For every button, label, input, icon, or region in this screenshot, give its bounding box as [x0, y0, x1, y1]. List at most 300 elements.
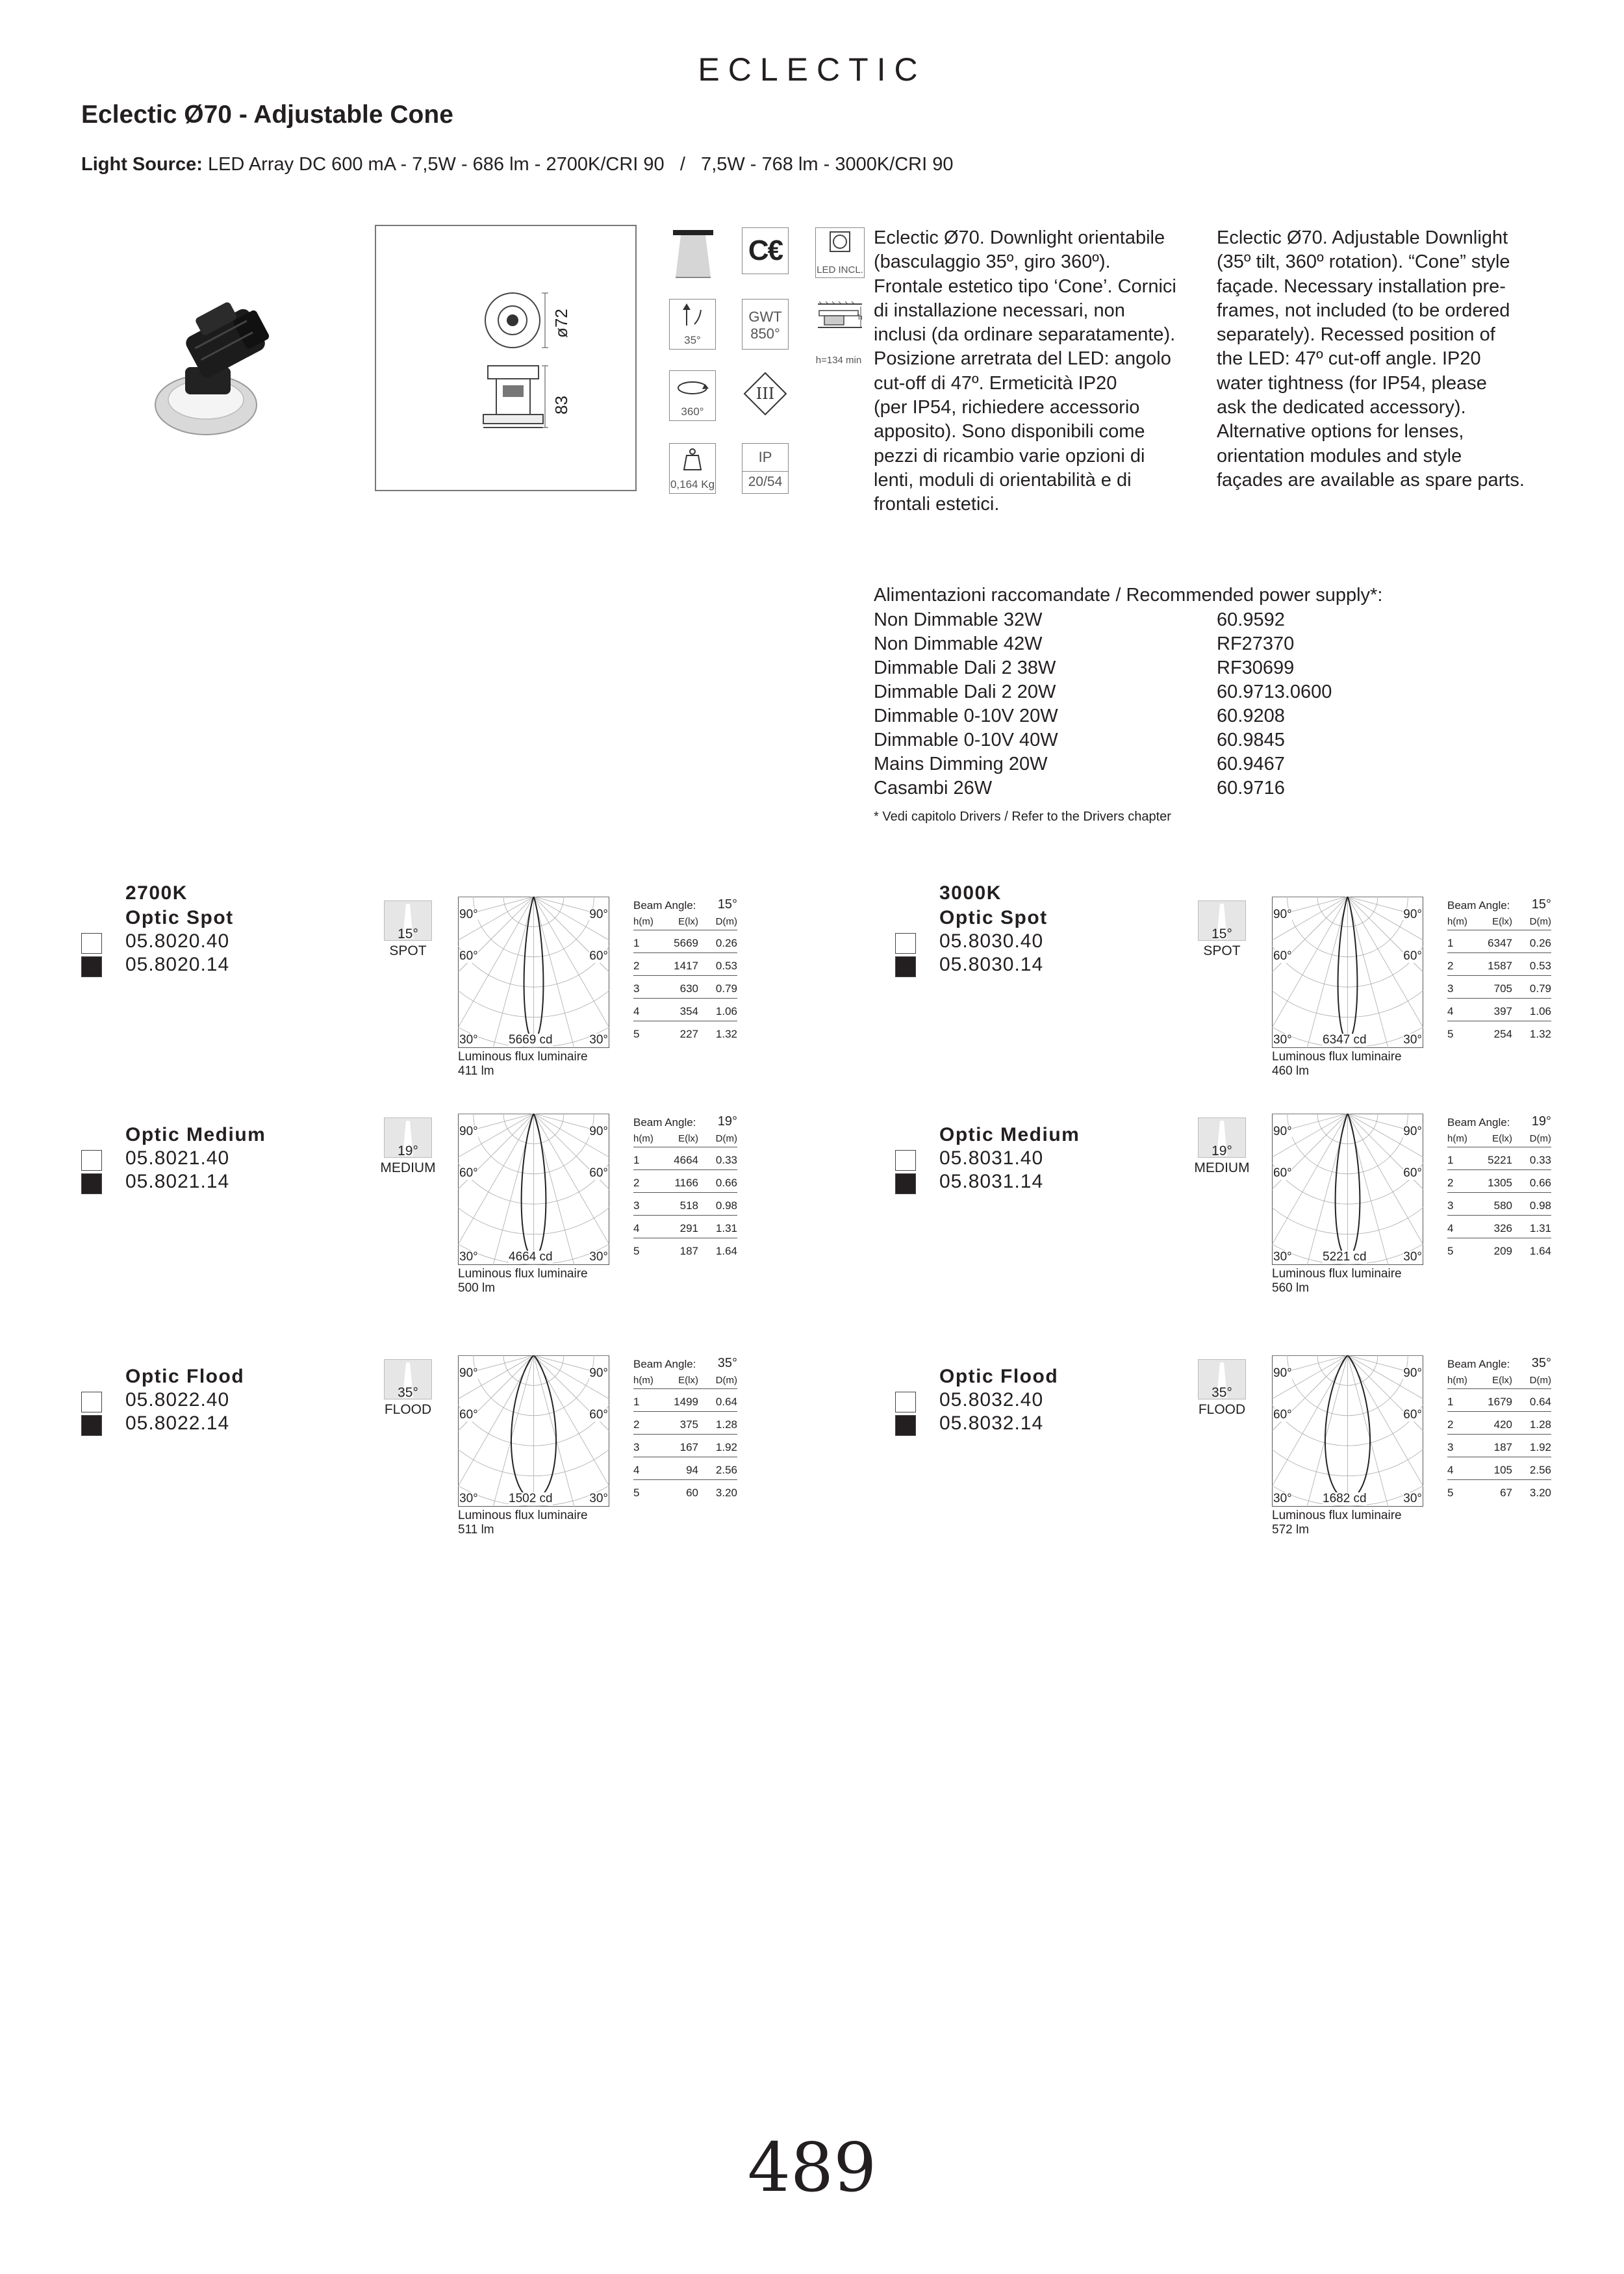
- light-source-label: Light Source:: [81, 154, 203, 175]
- table-row: [633, 1434, 737, 1457]
- light-source-value: LED Array DC 600 mA - 7,5W - 686 lm - 2700K/CRI 90 / 7,5W - 768 lm - 3000K/CRI 90: [202, 154, 954, 175]
- label-60-right: 60°: [1403, 949, 1422, 963]
- optic-title: Optic Medium: [939, 1124, 1080, 1145]
- cell-e: 1587: [1488, 960, 1512, 972]
- code-white: 05.8031.40: [939, 1147, 1044, 1169]
- label-60-right: 60°: [1403, 1166, 1422, 1180]
- col-h: h(m): [1447, 1133, 1467, 1144]
- optic-section: [81, 1356, 887, 1587]
- col-e: E(lx): [678, 1375, 698, 1386]
- cell-d: 3.20: [715, 1487, 737, 1499]
- label-90-left: 90°: [459, 908, 478, 921]
- cell-h: 2: [1447, 960, 1454, 972]
- finish-white-swatch: [81, 1392, 102, 1412]
- label-60-left: 60°: [1273, 1166, 1292, 1180]
- beam-angle-value: 15°: [717, 897, 737, 912]
- table-row: [1447, 1479, 1551, 1502]
- polar-grid: [1272, 1355, 1423, 1507]
- cell-d: 1.31: [715, 1222, 737, 1234]
- polar-diagram: [1272, 1114, 1423, 1265]
- svg-text:h: h: [858, 313, 863, 322]
- label-90-right: 90°: [1403, 1366, 1422, 1380]
- label-90-left: 90°: [459, 1125, 478, 1138]
- beam-angle-title: Beam Angle:: [633, 1358, 696, 1370]
- description-english: Eclectic Ø70. Adjustable Downlight (35º tilt, 360º rotation). “Cone” style façade. Necessary installation pre- frames, not included (to be ordered separately). Recessed position of the LED: 47º cut-off angle. IP20 water tightness (for IP54, please ask the dedicated accessory). Alternative options for lenses, orientation modules and style façades are available as spare parts.: [1217, 227, 1525, 491]
- cell-d: 0.64: [715, 1396, 737, 1408]
- label-60-right: 60°: [589, 1408, 608, 1422]
- col-e: E(lx): [678, 916, 698, 927]
- power-supply-row: [874, 609, 1285, 631]
- finish-black-swatch: [81, 1415, 102, 1436]
- cell-d: 1.06: [715, 1005, 737, 1017]
- col-h: h(m): [1447, 1375, 1467, 1386]
- cell-e: 326: [1493, 1222, 1512, 1234]
- table-header-row: [1447, 1124, 1551, 1147]
- cell-h: 4: [1447, 1005, 1454, 1017]
- cell-e: 4664: [674, 1154, 698, 1166]
- cell-e: 67: [1500, 1487, 1512, 1499]
- label-30-right: 30°: [1403, 1250, 1422, 1264]
- class-iii-value: III: [755, 385, 775, 403]
- polar-diagram: [1272, 1355, 1423, 1507]
- cell-d: 0.33: [715, 1154, 737, 1166]
- col-h: h(m): [633, 1133, 653, 1144]
- led-included-icon: [815, 227, 865, 278]
- cell-h: 1: [1447, 1396, 1454, 1408]
- beam-angle-label: 35°: [398, 1385, 418, 1400]
- polar-grid: [458, 897, 609, 1048]
- gwt-value: 850°: [750, 326, 780, 342]
- flux-value: 572 lm: [1272, 1523, 1310, 1537]
- cell-d: 0.66: [1529, 1177, 1551, 1189]
- beam-angle-title: Beam Angle:: [1447, 1358, 1510, 1370]
- table-row: [1447, 1457, 1551, 1480]
- beam-angle-title: Beam Angle:: [1447, 899, 1510, 912]
- code-white: 05.8022.40: [125, 1389, 230, 1411]
- cell-h: 4: [1447, 1464, 1454, 1476]
- table-row: [633, 1215, 737, 1238]
- cell-h: 3: [1447, 1199, 1454, 1212]
- cell-d: 0.26: [715, 937, 737, 949]
- cell-e: 397: [1493, 1005, 1512, 1017]
- cell-h: 2: [633, 960, 640, 972]
- label-90-left: 90°: [1273, 1366, 1292, 1380]
- polar-grid: [458, 1114, 609, 1265]
- cell-d: 0.79: [1529, 982, 1551, 995]
- table-row: [633, 1479, 737, 1502]
- cell-h: 2: [633, 1177, 640, 1189]
- optic-section: [895, 1356, 1624, 1587]
- power-supply-code: 60.9716: [1217, 778, 1285, 798]
- tilt-icon: [669, 299, 716, 350]
- cell-d: 1.28: [1529, 1418, 1551, 1431]
- label-30-right: 30°: [1403, 1492, 1422, 1505]
- power-supply-code: 60.9208: [1217, 706, 1285, 726]
- power-supply-code: 60.9713.0600: [1217, 682, 1332, 702]
- flux-block: [458, 1267, 588, 1296]
- col-e: E(lx): [678, 1133, 698, 1144]
- label-60-right: 60°: [589, 1166, 608, 1180]
- cell-d: 1.32: [715, 1028, 737, 1040]
- optic-title: Optic Spot: [939, 907, 1048, 928]
- flux-label: Luminous flux luminaire: [458, 1267, 588, 1281]
- cell-h: 4: [633, 1464, 640, 1476]
- drawing-svg: [376, 226, 638, 492]
- optic-title: Optic Medium: [125, 1124, 266, 1145]
- polar-grid: [458, 1355, 609, 1507]
- max-intensity: 1682 cd: [1323, 1492, 1367, 1505]
- beam-type-label: FLOOD: [1198, 1402, 1246, 1417]
- power-supply-name: Non Dimmable 32W: [874, 609, 1043, 630]
- table-row: [1447, 1192, 1551, 1216]
- finish-black-swatch: [81, 1173, 102, 1194]
- cell-e: 420: [1493, 1418, 1512, 1431]
- label-90-left: 90°: [459, 1366, 478, 1380]
- beam-angle-label: 15°: [398, 926, 418, 941]
- cell-e: 1679: [1488, 1396, 1512, 1408]
- table-row: [633, 1192, 737, 1216]
- installation-height-value: h=134 min: [815, 355, 862, 366]
- max-intensity: 5221 cd: [1323, 1250, 1367, 1264]
- cell-h: 1: [633, 937, 640, 949]
- code-black: 05.8021.14: [125, 1171, 230, 1192]
- label-90-right: 90°: [1403, 1125, 1422, 1138]
- beam-symbol-icon: [669, 227, 717, 279]
- flux-value: 411 lm: [458, 1064, 494, 1078]
- cell-e: 6347: [1488, 937, 1512, 949]
- cell-e: 1166: [674, 1177, 698, 1189]
- cell-d: 1.64: [1529, 1245, 1551, 1257]
- table-row: [1447, 1169, 1551, 1193]
- label-60-left: 60°: [459, 1408, 478, 1422]
- max-intensity: 6347 cd: [1323, 1033, 1367, 1047]
- table-row: [633, 975, 737, 999]
- cell-h: 5: [1447, 1245, 1454, 1257]
- flux-value: 560 lm: [1272, 1281, 1310, 1295]
- cell-h: 3: [1447, 982, 1454, 995]
- ip-label: IP: [758, 449, 772, 465]
- beam-angle-value: 15°: [1531, 897, 1551, 912]
- label-30-right: 30°: [589, 1033, 608, 1047]
- polar-diagram: [458, 1355, 609, 1507]
- label-30-right: 30°: [1403, 1033, 1422, 1047]
- cell-e: 60: [686, 1487, 698, 1499]
- power-supply-name: Dimmable Dali 2 20W: [874, 682, 1056, 702]
- col-d: D(m): [715, 1375, 737, 1386]
- cell-e: 1499: [674, 1396, 698, 1408]
- table-row: [633, 1388, 737, 1412]
- beam-angle-label: 35°: [1212, 1385, 1232, 1400]
- label-30-left: 30°: [1273, 1250, 1292, 1264]
- code-black: 05.8031.14: [939, 1171, 1044, 1192]
- optic-title: Optic Spot: [125, 907, 234, 928]
- label-60-left: 60°: [459, 1166, 478, 1180]
- table-row: [1447, 1215, 1551, 1238]
- beam-angle-value: 35°: [717, 1356, 737, 1370]
- flux-label: Luminous flux luminaire: [458, 1050, 588, 1064]
- cell-h: 5: [633, 1028, 640, 1040]
- table-row: [633, 1457, 737, 1480]
- cell-d: 0.64: [1529, 1396, 1551, 1408]
- cell-e: 705: [1493, 982, 1512, 995]
- table-row: [1447, 930, 1551, 953]
- ce-mark-icon: C€: [742, 227, 789, 274]
- table-row: [1447, 1238, 1551, 1260]
- col-d: D(m): [1529, 916, 1551, 927]
- cell-e: 580: [1493, 1199, 1512, 1212]
- label-30-left: 30°: [1273, 1033, 1292, 1047]
- cell-d: 1.92: [1529, 1441, 1551, 1453]
- table-row: [633, 1021, 737, 1043]
- flux-value: 511 lm: [458, 1523, 494, 1537]
- cell-d: 0.33: [1529, 1154, 1551, 1166]
- cell-e: 354: [679, 1005, 698, 1017]
- table-row: [633, 952, 737, 976]
- class-iii-icon: [742, 370, 789, 417]
- code-black: 05.8022.14: [125, 1412, 230, 1434]
- cell-h: 5: [633, 1245, 640, 1257]
- finish-black-swatch: [895, 956, 916, 977]
- power-supply-row: [874, 754, 1285, 775]
- power-supply-note: * Vedi capitolo Drivers / Refer to the Drivers chapter: [874, 810, 1171, 824]
- power-supply-title: Alimentazioni raccomandate / Recommended power supply*:: [874, 585, 1383, 606]
- flux-block: [458, 1509, 588, 1537]
- finish-black-swatch: [81, 956, 102, 977]
- led-included-label: LED INCL.: [817, 264, 863, 275]
- power-supply-code: 60.9467: [1217, 754, 1285, 774]
- label-60-left: 60°: [459, 949, 478, 963]
- table-header-row: [633, 1366, 737, 1389]
- cell-d: 2.56: [715, 1464, 737, 1476]
- code-white: 05.8032.40: [939, 1389, 1044, 1411]
- cell-d: 1.64: [715, 1245, 737, 1257]
- table-row: [633, 1411, 737, 1435]
- power-supply-row: [874, 730, 1285, 751]
- cell-e: 167: [679, 1441, 698, 1453]
- flux-block: [1272, 1267, 1402, 1296]
- label-90-right: 90°: [589, 1125, 608, 1138]
- cell-h: 3: [633, 1199, 640, 1212]
- label-90-left: 90°: [1273, 908, 1292, 921]
- beam-angle-label: 19°: [1212, 1143, 1232, 1158]
- table-row: [633, 1169, 737, 1193]
- label-30-right: 30°: [589, 1492, 608, 1505]
- light-source: [81, 154, 954, 175]
- description-italian: Eclectic Ø70. Downlight orientabile (basculaggio 35º, giro 360º). Frontale estetico tipo ‘Cone’. Cornici di installazione necessari, non inclusi (da ordinare separatamente). Posizione arretrata del LED: angolo cut-off di 47º. Ermeticità IP20 (per IP54, richiedere accessorio apposito). Sono disponibili come pezzi di ricambio varie opzioni di lenti, moduli di orientabilità e di frontali estetici.: [874, 227, 1176, 515]
- cell-d: 1.92: [715, 1441, 737, 1453]
- table-row: [1447, 975, 1551, 999]
- beam-angle-title: Beam Angle:: [633, 1116, 696, 1129]
- beam-angle-value: 35°: [1531, 1356, 1551, 1370]
- beam-angle-title: Beam Angle:: [633, 899, 696, 912]
- label-90-right: 90°: [1403, 908, 1422, 921]
- cell-e: 105: [1493, 1464, 1512, 1476]
- flux-block: [1272, 1050, 1402, 1079]
- optic-section: [895, 1114, 1624, 1345]
- height-dimension: 83: [552, 396, 571, 415]
- polar-grid: [1272, 897, 1423, 1048]
- tilt-value: 35°: [684, 334, 701, 346]
- label-90-right: 90°: [589, 1366, 608, 1380]
- cell-e: 1417: [674, 960, 698, 972]
- col-h: h(m): [1447, 916, 1467, 927]
- table-row: [1447, 1021, 1551, 1043]
- cell-e: 209: [1493, 1245, 1512, 1257]
- table-row: [1447, 1434, 1551, 1457]
- flux-block: [1272, 1509, 1402, 1537]
- polar-diagram: [1272, 897, 1423, 1048]
- code-black: 05.8030.14: [939, 954, 1044, 975]
- max-intensity: 4664 cd: [509, 1250, 553, 1264]
- col-e: E(lx): [1492, 916, 1512, 927]
- power-supply-code: RF27370: [1217, 633, 1295, 654]
- finish-white-swatch: [895, 1150, 916, 1171]
- beam-type-label: MEDIUM: [1194, 1160, 1250, 1175]
- cell-e: 518: [679, 1199, 698, 1212]
- cell-h: 2: [1447, 1177, 1454, 1189]
- page-number: 489: [747, 2128, 877, 2207]
- cell-d: 0.66: [715, 1177, 737, 1189]
- finish-white-swatch: [895, 1392, 916, 1412]
- label-90-left: 90°: [1273, 1125, 1292, 1138]
- cell-d: 0.79: [715, 982, 737, 995]
- table-row: [633, 998, 737, 1021]
- polar-diagram: [458, 1114, 609, 1265]
- cell-e: 94: [686, 1464, 698, 1476]
- power-supply-row: [874, 706, 1285, 727]
- table-row: [633, 1147, 737, 1170]
- cell-d: 0.53: [715, 960, 737, 972]
- table-row: [1447, 1411, 1551, 1435]
- label-30-right: 30°: [589, 1250, 608, 1264]
- beam-angle-title: Beam Angle:: [1447, 1116, 1510, 1129]
- cct-label: 2700K: [125, 882, 188, 904]
- table-row: [1447, 952, 1551, 976]
- finish-white-swatch: [895, 933, 916, 954]
- power-supply-name: Dimmable 0-10V 40W: [874, 730, 1058, 750]
- cell-d: 0.98: [1529, 1199, 1551, 1212]
- beam-type-label: SPOT: [1203, 943, 1241, 958]
- label-30-left: 30°: [459, 1033, 478, 1047]
- cell-e: 375: [679, 1418, 698, 1431]
- col-d: D(m): [1529, 1133, 1551, 1144]
- cell-e: 5221: [1488, 1154, 1512, 1166]
- label-60-left: 60°: [1273, 1408, 1292, 1422]
- flux-label: Luminous flux luminaire: [1272, 1050, 1402, 1064]
- code-white: 05.8021.40: [125, 1147, 230, 1169]
- cell-d: 0.53: [1529, 960, 1551, 972]
- optic-title: Optic Flood: [939, 1366, 1059, 1387]
- power-supply-name: Mains Dimming 20W: [874, 754, 1048, 774]
- cell-d: 1.28: [715, 1418, 737, 1431]
- power-supply-code: 60.9592: [1217, 609, 1285, 630]
- table-row: [633, 1238, 737, 1260]
- table-row: [633, 930, 737, 953]
- rotation-value: 360°: [681, 405, 704, 418]
- cell-h: 2: [633, 1418, 640, 1431]
- table-header-row: [1447, 907, 1551, 930]
- finish-white-swatch: [81, 933, 102, 954]
- cell-h: 5: [1447, 1487, 1454, 1499]
- cell-e: 630: [679, 982, 698, 995]
- label-30-left: 30°: [459, 1492, 478, 1505]
- power-supply-row: [874, 778, 1285, 799]
- flux-value: 500 lm: [458, 1281, 496, 1295]
- label-30-left: 30°: [1273, 1492, 1292, 1505]
- polar-diagram: [458, 897, 609, 1048]
- cell-h: 5: [633, 1487, 640, 1499]
- beam-angle-label: 19°: [398, 1143, 418, 1158]
- table-header-row: [1447, 1366, 1551, 1389]
- diameter-dimension: ø72: [552, 309, 571, 338]
- power-supply-name: Casambi 26W: [874, 778, 993, 798]
- cell-e: 187: [679, 1245, 698, 1257]
- cell-h: 1: [633, 1396, 640, 1408]
- finish-black-swatch: [895, 1173, 916, 1194]
- gwt-icon: [742, 299, 789, 350]
- col-h: h(m): [633, 916, 653, 927]
- beam-angle-value: 19°: [717, 1114, 737, 1129]
- power-supply-code: RF30699: [1217, 658, 1295, 678]
- optic-title: Optic Flood: [125, 1366, 245, 1387]
- flux-value: 460 lm: [1272, 1064, 1310, 1078]
- code-black: 05.8032.14: [939, 1412, 1044, 1434]
- optic-section: [895, 882, 1624, 1103]
- cell-d: 2.56: [1529, 1464, 1551, 1476]
- flux-label: Luminous flux luminaire: [1272, 1509, 1402, 1522]
- product-photo: [146, 296, 296, 445]
- flux-label: Luminous flux luminaire: [458, 1509, 588, 1522]
- label-90-right: 90°: [589, 908, 608, 921]
- cell-h: 4: [1447, 1222, 1454, 1234]
- cell-h: 1: [1447, 937, 1454, 949]
- beam-type-label: SPOT: [389, 943, 427, 958]
- cell-h: 4: [633, 1005, 640, 1017]
- table-row: [1447, 1388, 1551, 1412]
- optic-section: [81, 1114, 887, 1345]
- gwt-label: GWT: [748, 309, 782, 325]
- product-title: Eclectic Ø70 - Adjustable Cone: [81, 101, 453, 129]
- cell-d: 1.32: [1529, 1028, 1551, 1040]
- table-row: [1447, 998, 1551, 1021]
- cell-e: 227: [679, 1028, 698, 1040]
- polar-grid: [1272, 1114, 1423, 1265]
- power-supply-row: [874, 633, 1295, 655]
- cell-h: 2: [1447, 1418, 1454, 1431]
- cell-d: 0.98: [715, 1199, 737, 1212]
- cell-h: 1: [1447, 1154, 1454, 1166]
- cell-d: 0.26: [1529, 937, 1551, 949]
- optic-section: [81, 882, 887, 1103]
- col-d: D(m): [1529, 1375, 1551, 1386]
- beam-angle-label: 15°: [1212, 926, 1232, 941]
- code-white: 05.8020.40: [125, 930, 230, 952]
- technical-drawing: [375, 225, 637, 491]
- power-supply-row: [874, 682, 1332, 703]
- cell-h: 3: [633, 1441, 640, 1453]
- rotation-icon: [669, 370, 716, 421]
- weight-value: 0,164 Kg: [670, 478, 715, 491]
- weight-icon: [669, 443, 716, 494]
- label-60-right: 60°: [1403, 1408, 1422, 1422]
- cell-d: 3.20: [1529, 1487, 1551, 1499]
- cell-h: 1: [633, 1154, 640, 1166]
- power-supply-name: Non Dimmable 42W: [874, 633, 1043, 654]
- label-60-left: 60°: [1273, 949, 1292, 963]
- beam-angle-value: 19°: [1531, 1114, 1551, 1129]
- cell-h: 3: [633, 982, 640, 995]
- col-h: h(m): [633, 1375, 653, 1386]
